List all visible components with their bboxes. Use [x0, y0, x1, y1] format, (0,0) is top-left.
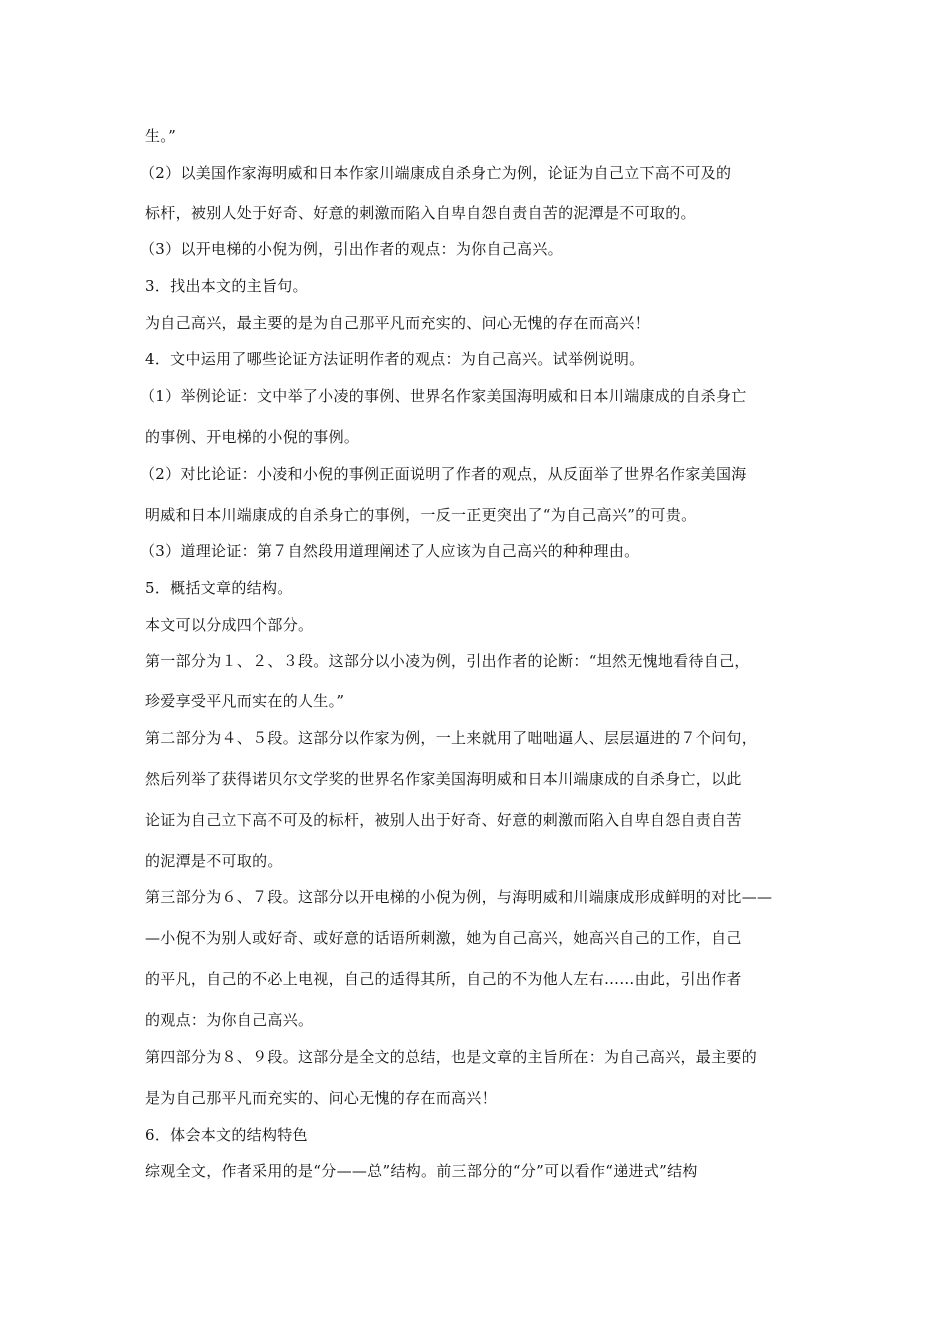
text-line: 明威和日本川端康成的自杀身亡的事例，一反一正更突出了“为自己高兴”的可贵。: [145, 506, 697, 524]
text-line: 第二部分为４、５段。这部分以作家为例，一上来就用了咄咄逼人、层层逼进的７个问句，: [145, 729, 758, 747]
text-line: 是为自己那平凡而充实的、问心无愧的存在而高兴！: [145, 1089, 497, 1107]
text-line: 5．概括文章的结构。: [145, 579, 293, 597]
text-line: 然后列举了获得诺贝尔文学奖的世界名作家美国海明威和日本川端康成的自杀身亡，以此: [145, 770, 742, 788]
text-line: 标杆，被别人处于好奇、好意的刺激而陷入自卑自怨自责自苦的泥潭是不可取的。: [145, 204, 696, 222]
text-line: 的平凡，自己的不必上电视，自己的适得其所，自己的不为他人左右……由此，引出作者: [145, 970, 742, 988]
text-line: 综观全文，作者采用的是“分——总”结构。前三部分的“分”可以看作“递进式”结构: [145, 1162, 698, 1180]
text-line: 本文可以分成四个部分。: [145, 616, 314, 634]
text-line: （2）以美国作家海明威和日本作家川端康成自杀身亡为例，论证为自己立下高不可及的: [140, 164, 732, 182]
text-line: —小倪不为别人或好奇、或好意的话语所刺激，她为自己高兴，她高兴自己的工作，自己: [145, 929, 742, 947]
text-line: 生。”: [145, 127, 177, 145]
text-line: 第四部分为８、９段。这部分是全文的总结，也是文章的主旨所在：为自己高兴，最主要的: [145, 1048, 758, 1066]
text-line: 珍爱享受平凡而实在的人生。”: [145, 692, 345, 710]
text-line: 的观点：为你自己高兴。: [145, 1011, 314, 1029]
text-line: 第三部分为６、７段。这部分以开电梯的小倪为例，与海明威和川端康成形成鲜明的对比——: [145, 888, 773, 906]
text-line: 为自己高兴，最主要的是为自己那平凡而充实的、问心无愧的存在而高兴！: [145, 314, 650, 332]
text-line: （1）举例论证：文中举了小凌的事例、世界名作家美国海明威和日本川端康成的自杀身亡: [140, 387, 747, 405]
text-line: （2）对比论证：小凌和小倪的事例正面说明了作者的观点，从反面举了世界名作家美国海: [140, 465, 747, 483]
text-line: 4．文中运用了哪些论证方法证明作者的观点：为自己高兴。试举例说明。: [145, 350, 645, 368]
text-line: 论证为自己立下高不可及的标杆，被别人出于好奇、好意的刺激而陷入自卑自怨自责自苦: [145, 811, 742, 829]
text-line: 第一部分为１、２、３段。这部分以小凌为例，引出作者的论断：“坦然无愧地看待自己，: [145, 652, 750, 670]
text-line: 3．找出本文的主旨句。: [145, 277, 308, 295]
text-line: 6．体会本文的结构特色: [145, 1126, 308, 1144]
text-line: 的泥潭是不可取的。: [145, 852, 283, 870]
text-line: （3）以开电梯的小倪为例，引出作者的观点：为你自己高兴。: [140, 240, 563, 258]
text-line: （3）道理论证：第７自然段用道理阐述了人应该为自己高兴的种种理由。: [140, 542, 640, 560]
text-line: 的事例、开电梯的小倪的事例。: [145, 428, 360, 446]
